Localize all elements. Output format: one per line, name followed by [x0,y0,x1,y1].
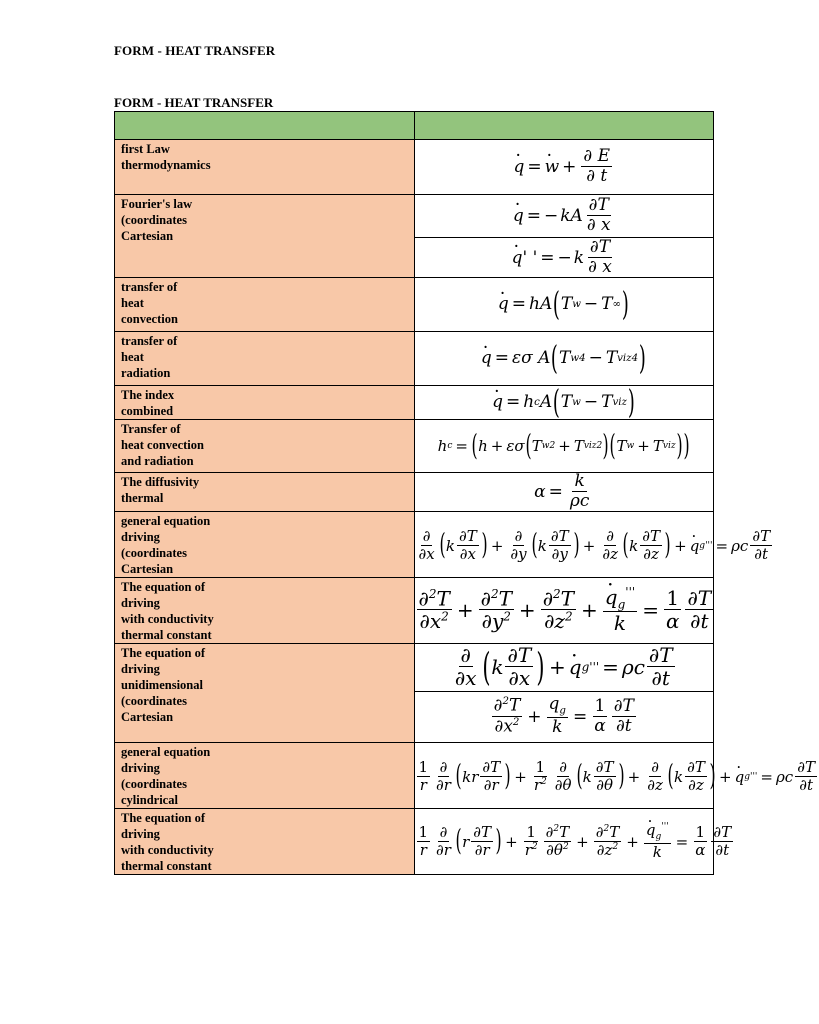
table-row [115,420,714,473]
table-row [115,643,714,691]
row-label: The equation of driving with conductivity thermal constant [115,577,415,643]
table-row [115,511,714,577]
header-cell-label [115,112,415,140]
header-cell-formula [414,112,714,140]
table-row [115,742,714,808]
table-row [115,195,714,238]
formula-radiation: · q = εσ A ( T w 4 − T viz 4 ) [414,332,714,386]
table-row [115,577,714,643]
row-label: Transfer of heat convection and radiation [115,420,415,473]
formula-unidimensional: $\frac{\partial}{\partial x}$ ( k $\frac{\partial T}{\partial x}$ ) + · q g ''' = ρc $\frac{\partial T}{\partial t}$ [414,643,714,691]
row-label: first Law thermodynamics [115,140,415,195]
row-label: The equation of driving with conductivity thermal constant [115,808,415,874]
row-label: The equation of driving unidimensional (coordinates Cartesian [115,643,415,742]
row-label: general equation driving (coordinates cylindrical [115,742,415,808]
row-label: transfer of heat radiation [115,332,415,386]
formula-convection: · q = hA ( T w − T ∞ ) [414,278,714,332]
row-label: general equation driving (coordinates Cartesian [115,511,415,577]
table-row [115,386,714,420]
row-label: transfer of heat convection [115,278,415,332]
formula-fourier-rate: · q = − kA $\frac{\partial T}{\partial x}$ [414,195,714,238]
row-label: Fourier's law (coordinates Cartesian [115,195,415,278]
formula-first-law: · q = · w + $\frac{\partial E}{\partial t}$ [414,140,714,195]
table-row [115,473,714,512]
formula-conv-rad: h c = ( h + εσ ( T w 2 + T viz 2 ) ( T w + T viz ) ) [414,420,714,473]
table-row [115,332,714,386]
table-title: FORM - HEAT TRANSFER [114,95,274,110]
row-label: The index combined [115,386,415,420]
row-label: The diffusivity thermal [115,473,415,512]
formula-general-cylindrical: $\frac{1}{r}$ $\frac{\partial}{\partial r}$ ( kr $\frac{\partial T}{\partial r}$ ) + $\frac{1}{r^2}$ $\frac{\partial}{\partial\theta}$ ( k $\frac{\partial T}{\partial\theta}$ ) + $\frac{\partial}{\partial z}$ ( k $\frac{\partial T}{\partial z}$ ) + · q g ''' = ρc $\frac{\partial T}{\partial t}$ [414,742,714,808]
formula-unidimensional-constant: $\frac{\partial^2T}{\partial x^2}$ + $\frac{q_g}{k}$ = $\frac{1}{\alpha}$ $\frac{\partial T}{\partial t}$ [414,691,714,742]
table-row [115,808,714,874]
document-header-title: FORM - HEAT TRANSFER [114,43,276,58]
formula-general-cartesian: $\frac{\partial}{\partial x}$ ( k $\frac{\partial T}{\partial x}$ ) + $\frac{\partial}{\partial y}$ ( k $\frac{\partial T}{\partial y}$ ) + $\frac{\partial}{\partial z}$ ( k $\frac{\partial T}{\partial z}$ ) + · q g ''' = ρc $\frac{\partial T}{\partial t}$ [414,511,714,577]
formula-combined-index: · q = h c A ( T w − T viz ) [414,386,714,420]
formula-table [114,111,815,875]
formula-cylindrical-constant: $\frac{1}{r}$ $\frac{\partial}{\partial r}$ ( r $\frac{\partial T}{\partial r}$ ) + $\frac{1}{r^2}$ $\frac{\partial^2T}{\partial\theta^2}$ + $\frac{\partial^2T}{\partial z^2}$ + · $\frac{q_g'''}{k}$ = $\frac{1}{\alpha}$ $\frac{\partial T}{\partial t}$ [414,808,714,874]
table-row [115,140,714,195]
formula-diffusivity: α = $\frac{k}{\rho c}$ [414,473,714,512]
table-row [115,278,714,332]
formula-fourier-flux: · q ' ' = − k $\frac{\partial T}{\partial x}$ [414,238,714,278]
table-header-row [115,112,714,140]
formula-constant-conductivity: $\frac{\partial^2T}{\partial x^2}$ + $\frac{\partial^2T}{\partial y^2}$ + $\frac{\partial^2T}{\partial z^2}$ + · $\frac{q_g'''}{k}$ = $\frac{1}{\alpha}$ $\frac{\partial T}{\partial t}$ [414,577,714,643]
